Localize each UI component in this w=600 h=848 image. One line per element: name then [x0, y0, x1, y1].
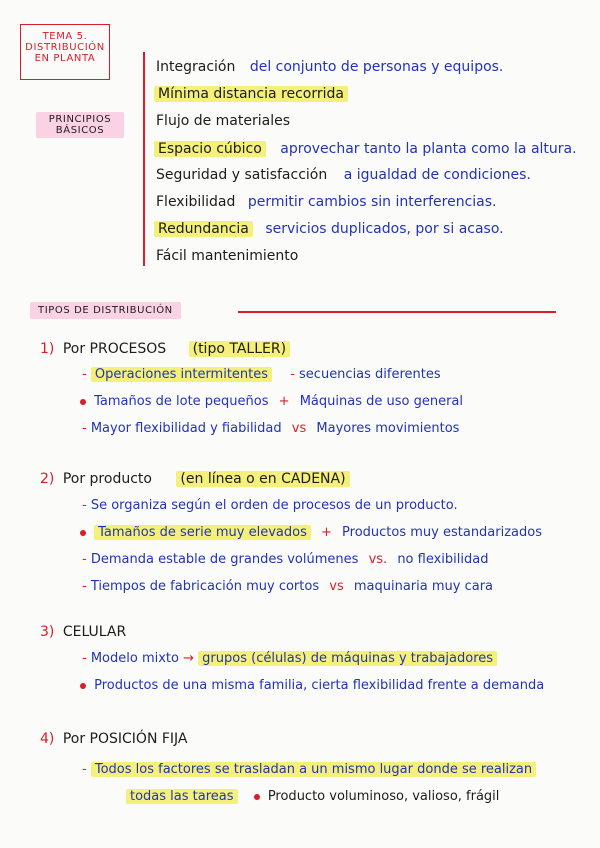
- section-2-line-1: [82, 497, 458, 514]
- dash: -: [82, 421, 87, 436]
- dash: -: [290, 367, 295, 382]
- section-4-line-2: [126, 788, 499, 805]
- principle-maintenance: [156, 247, 298, 265]
- principle-desc: a igualdad de condiciones.: [343, 167, 531, 183]
- section-1-heading: [40, 340, 290, 358]
- principles-tag: [36, 112, 124, 138]
- section-title: Por POSICIÓN FIJA: [62, 731, 188, 747]
- principles-divider: [143, 52, 145, 266]
- theme-line-1: TEMA 5.: [42, 31, 88, 42]
- line-text: secuencias diferentes: [299, 367, 441, 382]
- principle-integration: [156, 58, 503, 76]
- dash: -: [82, 498, 87, 513]
- line-text: Mayores movimientos: [316, 421, 460, 436]
- theme-title-box: [20, 24, 110, 80]
- section-note: (tipo TALLER): [189, 341, 290, 357]
- bullet-dot: [80, 399, 86, 405]
- types-underline: [238, 311, 556, 313]
- principle-term: Integración: [156, 59, 236, 75]
- principle-term: Espacio cúbico: [154, 141, 266, 157]
- section-4-heading: [40, 730, 188, 748]
- section-number: 1): [40, 341, 55, 357]
- dash: -: [82, 762, 87, 777]
- section-2-line-2: [80, 524, 542, 541]
- section-2-line-3: [82, 551, 488, 568]
- principle-desc: aprovechar tanto la planta como la altura.: [280, 141, 577, 157]
- section-3-line-1: [82, 650, 497, 667]
- section-4-line-1: [82, 761, 536, 778]
- principle-term: Redundancia: [154, 221, 253, 237]
- line-text: Demanda estable de grandes volúmenes: [90, 552, 359, 567]
- versus: vs: [291, 421, 307, 436]
- section-2-line-4: [82, 578, 493, 595]
- line-text: Productos de una misma familia, cierta flexibilidad frente a demanda: [94, 678, 545, 693]
- theme-line-2: DISTRIBUCIÓN: [25, 42, 105, 53]
- types-tag: TIPOS DE DISTRIBUCIÓN: [30, 302, 181, 319]
- section-note: (en línea o en CADENA): [176, 471, 349, 487]
- line-text: Tamaños de serie muy elevados: [94, 525, 311, 540]
- section-number: 2): [40, 471, 55, 487]
- versus: vs: [329, 579, 344, 594]
- line-text: Tamaños de lote pequeños: [94, 394, 269, 409]
- principle-flexibility: [156, 193, 497, 211]
- dash: -: [82, 579, 87, 594]
- line-text: Máquinas de uso general: [299, 394, 463, 409]
- theme-line-3: EN PLANTA: [34, 53, 96, 64]
- principle-redundancy: [154, 220, 504, 238]
- line-text: maquinaria muy cara: [353, 579, 494, 594]
- section-title: CELULAR: [62, 624, 127, 640]
- principles-tag-line-1: PRINCIPIOS: [48, 114, 112, 125]
- dash: -: [82, 552, 87, 567]
- line-text: Producto voluminoso, valioso, frágil: [267, 789, 500, 804]
- plus-sign: +: [320, 525, 332, 540]
- line-text: no flexibilidad: [397, 552, 489, 567]
- section-1-line-1: [82, 366, 441, 383]
- principle-desc: del conjunto de personas y equipos.: [249, 59, 504, 75]
- section-3-line-2: [80, 677, 544, 694]
- principle-term: Flujo de materiales: [156, 113, 291, 129]
- line-text: todas las tareas: [126, 789, 238, 804]
- section-1-line-3: [82, 420, 459, 437]
- principle-term: Flexibilidad: [156, 194, 236, 210]
- line-text: Productos muy estandarizados: [342, 525, 542, 540]
- line-text: Tiempos de fabricación muy cortos: [90, 579, 320, 594]
- dash: -: [82, 367, 87, 382]
- dash: -: [82, 651, 87, 666]
- principle-term: Mínima distancia recorrida: [154, 86, 348, 102]
- line-text: Se organiza según el orden de procesos de un producto.: [90, 498, 458, 513]
- section-title: Por PROCESOS: [62, 341, 167, 357]
- principle-desc: permitir cambios sin interferencias.: [247, 194, 497, 210]
- principle-term: Fácil mantenimiento: [156, 248, 299, 264]
- principle-cubic-space: [154, 140, 577, 158]
- principles-tag-line-2: BÁSICOS: [55, 125, 105, 136]
- bullet-dot: [80, 683, 86, 689]
- plus-sign: +: [278, 394, 290, 409]
- section-2-heading: [40, 470, 350, 488]
- principle-min-distance: [154, 85, 348, 103]
- principle-security: [156, 166, 531, 184]
- principle-material-flow: [156, 112, 290, 130]
- line-text: Operaciones intermitentes: [91, 367, 272, 382]
- section-title: Por producto: [62, 471, 152, 487]
- arrow-icon: →: [183, 651, 195, 666]
- line-text: Mayor flexibilidad y fiabilidad: [90, 421, 282, 436]
- versus: vs.: [368, 552, 388, 567]
- line-text: Todos los factores se trasladan a un mismo lugar donde se realizan: [91, 762, 536, 777]
- section-1-line-2: [80, 393, 463, 410]
- principle-desc: servicios duplicados, por si acaso.: [265, 221, 504, 237]
- section-3-heading: [40, 623, 126, 641]
- bullet-dot: [254, 794, 260, 800]
- section-number: 4): [40, 731, 55, 747]
- bullet-dot: [80, 530, 86, 536]
- section-number: 3): [40, 624, 55, 640]
- principle-term: Seguridad y satisfacción: [156, 167, 328, 183]
- line-text: grupos (células) de máquinas y trabajadores: [198, 651, 497, 666]
- line-text: Modelo mixto: [90, 651, 179, 666]
